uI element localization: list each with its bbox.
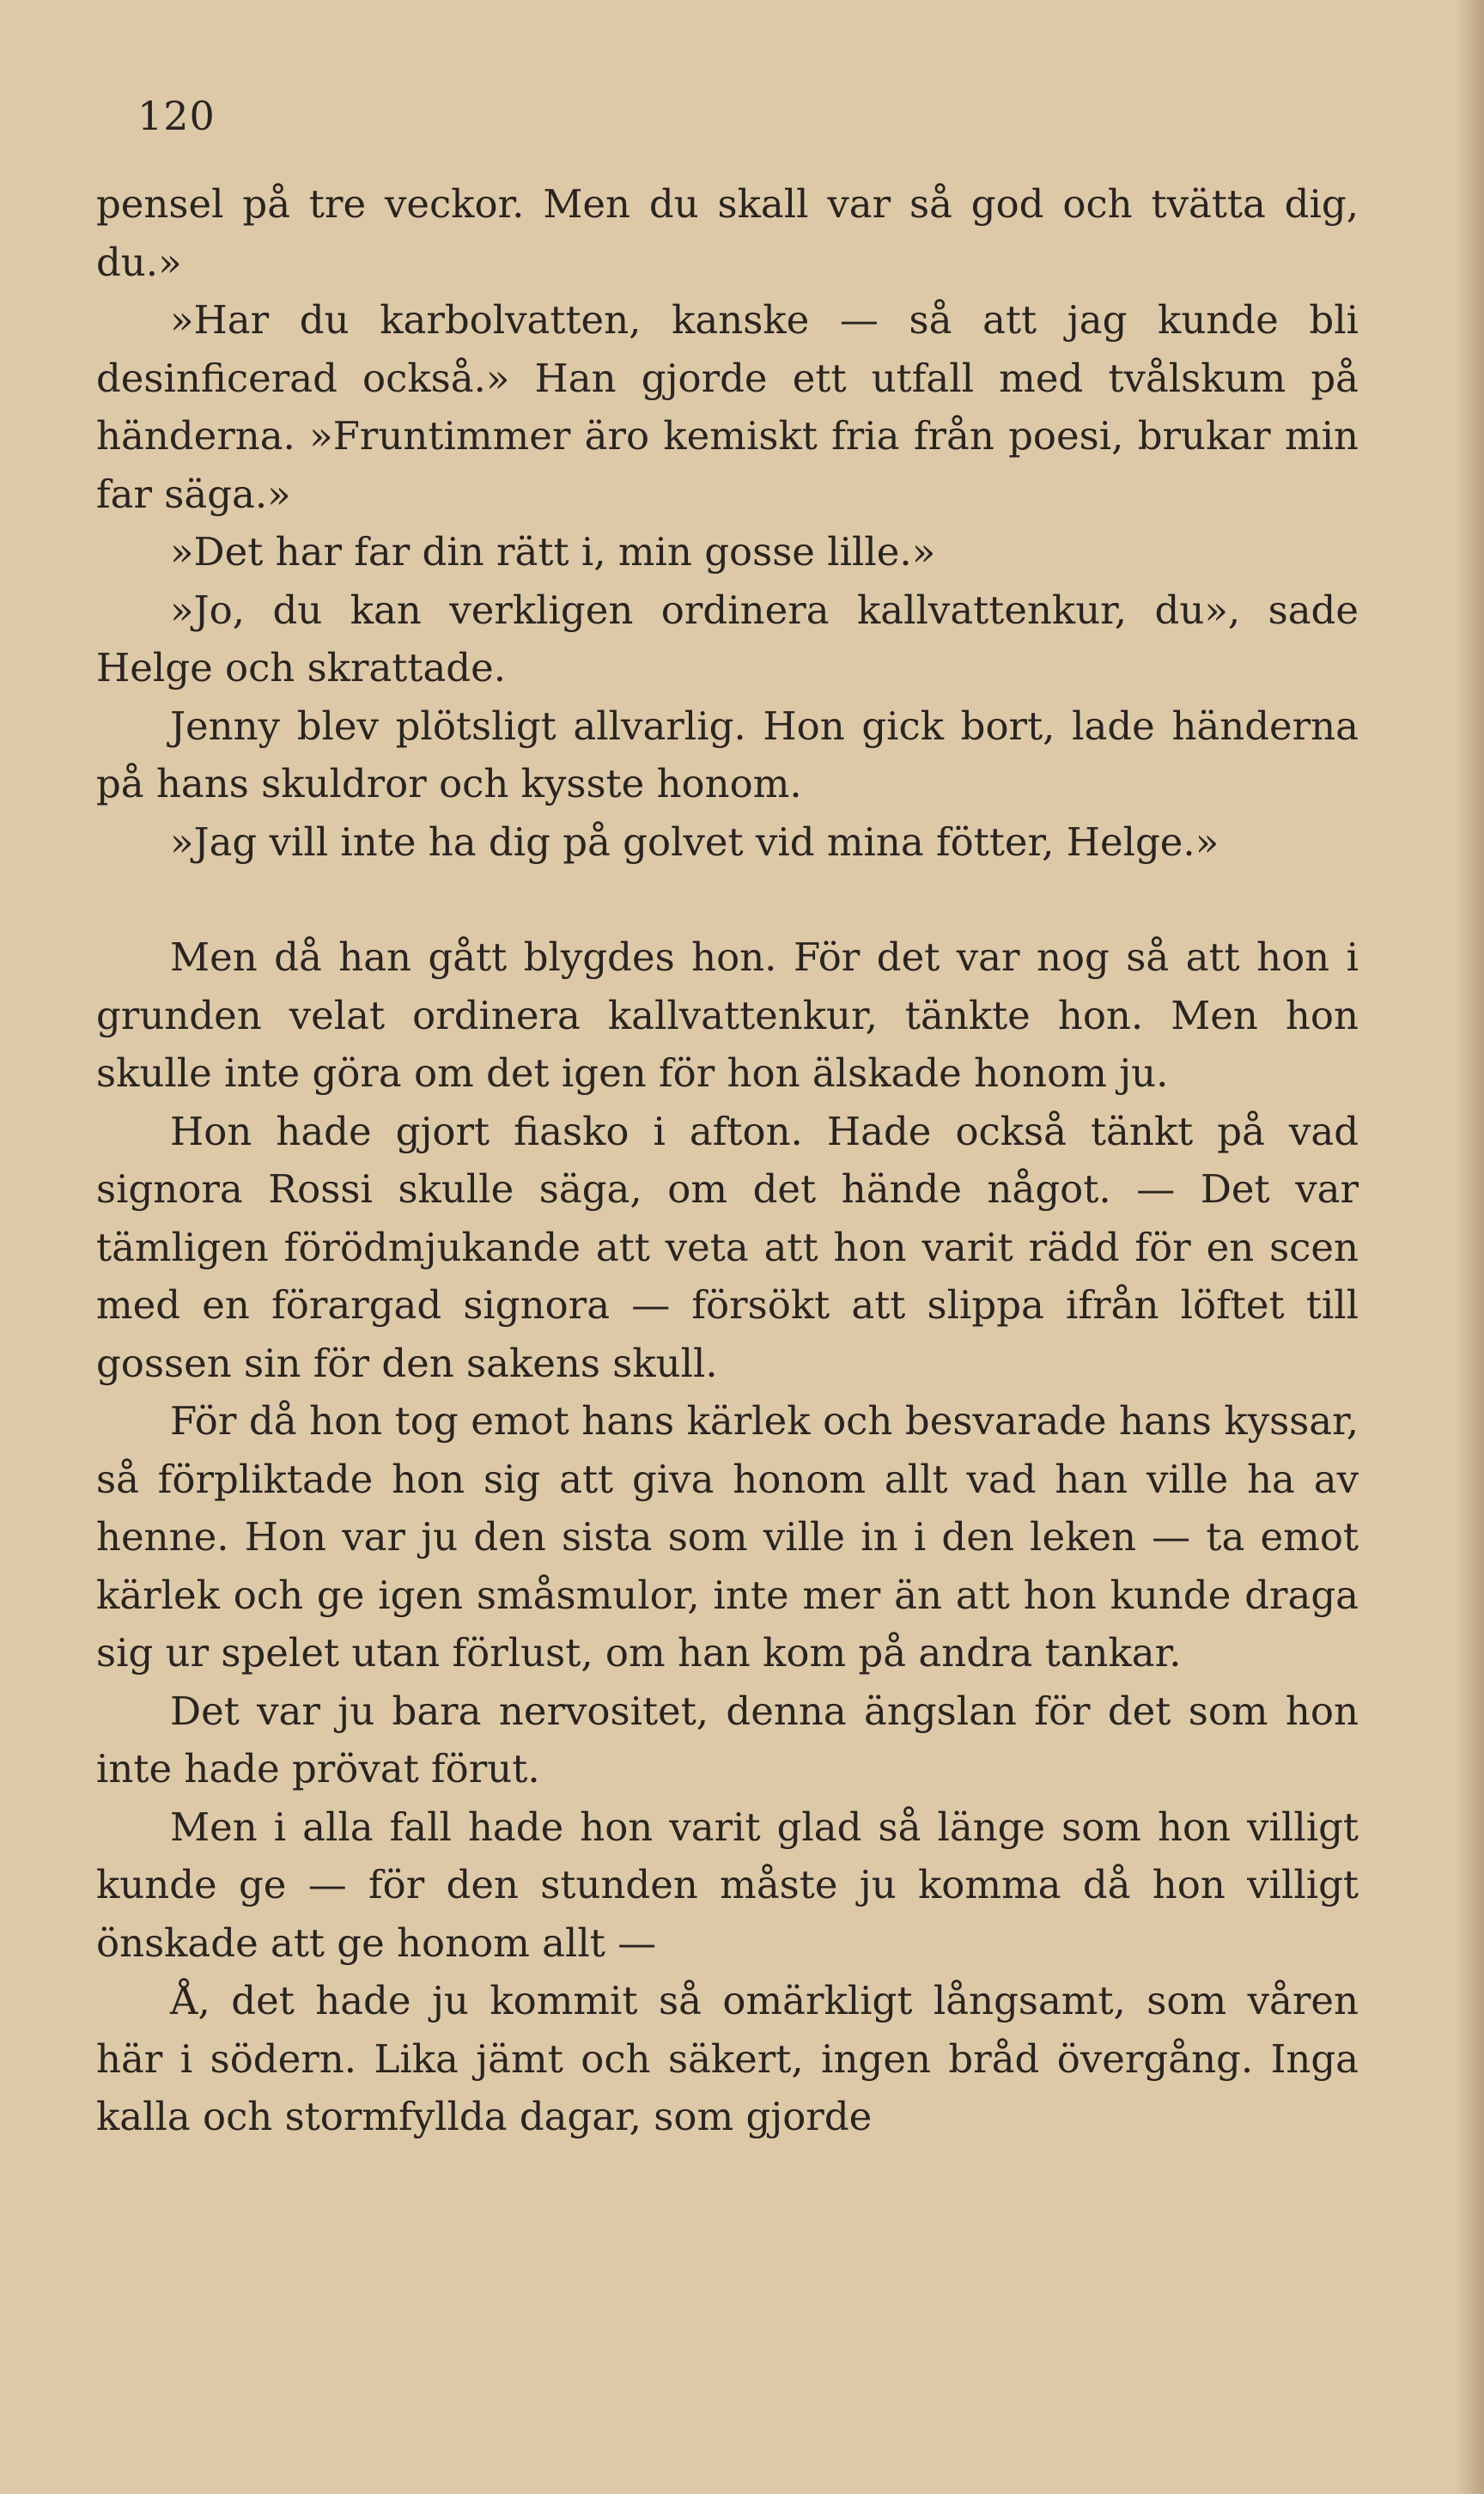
paragraph: pensel på tre veckor. Men du skall var så god och tvätta dig, du.»: [96, 181, 1359, 285]
paragraph: Men i alla fall hade hon varit glad så länge som hon villigt kunde ge — för den stunden måste ju komma då hon villigt önskade att ge honom allt —: [96, 1804, 1359, 1966]
paragraph: »Har du karbolvatten, kanske — så att jag kunde bli desinficerad också.» Han gjorde ett utfall med tvålskum på händerna. »Fruntimmer äro kemiskt fria från poesi, brukar min far säga.»: [96, 297, 1359, 517]
paragraph: »Jag vill inte ha dig på golvet vid mina fötter, Helge.»: [170, 818, 1219, 865]
paragraph: Hon hade gjort fiasko i afton. Hade också tänkt på vad signora Rossi skulle säga, om det hände något. — Det var tämligen förödmjukande att veta att hon varit rädd för en scen med en förargad signora — försökt att slippa ifrån löftet till gossen sin för den sakens skull.: [96, 1108, 1359, 1386]
paragraph: Å, det hade ju kommit så omärkligt långsamt, som våren här i södern. Lika jämt och säkert, ingen bråd övergång. Inga kalla och stormfyllda dagar, som gjorde: [96, 1978, 1359, 2139]
page-edge-shadow: [1455, 0, 1484, 2494]
paragraph: »Jo, du kan verkligen ordinera kallvattenkur, du», sade Helge och skrattade.: [96, 587, 1359, 690]
page-number: 120: [137, 93, 216, 139]
paragraph: För då hon tog emot hans kärlek och besvarade hans kyssar, så förpliktade hon sig att giva honom allt vad han ville ha av henne. Hon var ju den sista som ville in i den leken — ta emot kärlek och ge igen småsmulor, inte mer än att hon kunde draga sig ur spelet utan förlust, om han kom på andra tankar.: [96, 1398, 1359, 1676]
paragraph: Det var ju bara nervositet, denna ängslan för det som hon inte hade prövat förut.: [96, 1688, 1359, 1791]
paragraph: »Det har far din rätt i, min gosse lille.»: [170, 529, 936, 575]
paragraph: Men då han gått blygdes hon. För det var nog så att hon i grunden velat ordinera kallvattenkur, tänkte hon. Men hon skulle inte göra om det igen för hon älskade honom ju.: [96, 934, 1359, 1096]
body-text: [96, 175, 1359, 2146]
paragraph: Jenny blev plötsligt allvarlig. Hon gick bort, lade händerna på hans skuldror och kysste honom.: [96, 703, 1359, 806]
